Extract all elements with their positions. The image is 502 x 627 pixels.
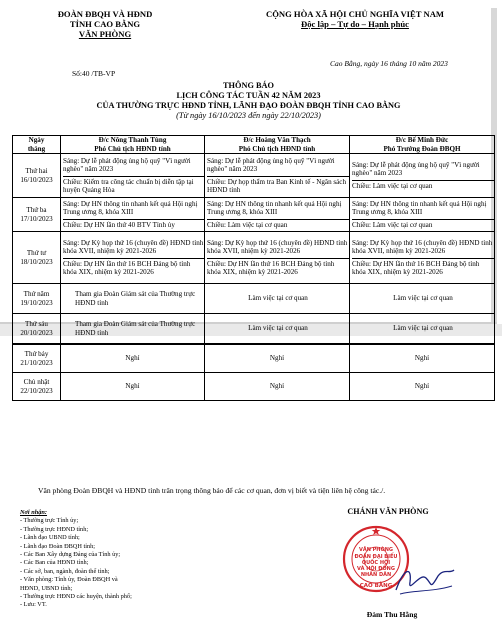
svg-text:VĂN PHÒNG: VĂN PHÒNG	[358, 547, 394, 553]
org-header	[30, 9, 180, 39]
weekend-table	[12, 344, 495, 401]
schedule-cell: Làm việc tại cơ quan	[205, 284, 350, 314]
table-row	[13, 345, 495, 373]
recipient-item: - Các sở, ban, ngành, đoàn thể tỉnh;	[20, 567, 110, 575]
nation-line-1: CỘNG HÒA XÃ HỘI CHỦ NGHĨA VIỆT NAM	[265, 9, 445, 19]
closing-text: Văn phòng Đoàn ĐBQH và HĐND tỉnh trân trọng thông báo để các cơ quan, đơn vị biết và tiện liên hệ công tác./.	[38, 486, 386, 495]
recipient-item: - Văn phòng: Tỉnh ủy, Đoàn ĐBQH và	[20, 576, 118, 584]
svg-text:QUỐC HỘI: QUỐC HỘI	[361, 560, 391, 566]
org-line-2: TỈNH CAO BẰNG	[69, 19, 141, 29]
schedule-cell: Nghỉ	[205, 345, 350, 373]
schedule-cell: Làm việc tại cơ quan	[205, 314, 350, 344]
org-line-1: ĐOÀN ĐBQH VÀ HĐND	[57, 9, 153, 19]
header-person-2: Đ/c Hoàng Văn Thạch Phó Chủ tịch HĐND tỉnh	[205, 136, 350, 154]
title-line-1: THÔNG BÁO	[223, 81, 274, 90]
signer-name: Đàm Thu Hằng	[366, 610, 418, 619]
svg-text:CAO BẰNG: CAO BẰNG	[359, 583, 393, 589]
schedule-cell: Nghỉ	[350, 373, 495, 401]
schedule-cell: Tham gia Đoàn Giám sát của Thường trực HĐND tỉnh	[61, 314, 205, 344]
table-row	[13, 314, 495, 344]
svg-text:VÀ HỘI ĐỒNG: VÀ HỘI ĐỒNG	[357, 566, 395, 572]
schedule-cell: Sáng: Dự lễ phát động ủng hộ quỹ "Vì người nghèo" năm 2023 Chiều: Dự họp thẩm tra Ban Kinh tế - Ngân sách HĐND tỉnh	[205, 154, 350, 198]
day-cell: Chủ nhật 22/10/2023	[13, 373, 61, 401]
day-cell: Thứ ba 17/10/2023	[13, 198, 61, 232]
header-person-3: Đ/c Bế Minh Đức Phó Trưởng Đoàn ĐBQH	[350, 136, 495, 154]
schedule-cell: Sáng: Dự HN thông tin nhanh kết quả Hội nghị Trung ương 8, khóa XIII Chiều: Làm việc tại cơ quan	[205, 198, 350, 232]
header-person-1: Đ/c Nông Thanh Tùng Phó Chủ tịch HĐND tỉnh	[61, 136, 205, 154]
date-place: Cao Bằng, ngày 16 tháng 10 năm 2023	[330, 59, 448, 68]
table-row	[13, 232, 495, 284]
table-row	[13, 154, 495, 198]
schedule-cell: Sáng: Dự HN thông tin nhanh kết quả Hội nghị Trung ương 8, khóa XIII Chiều: Làm việc tại cơ quan	[350, 198, 495, 232]
svg-text:NHÂN DÂN: NHÂN DÂN	[360, 572, 392, 578]
nation-header	[238, 9, 472, 29]
doc-number: Số:40 /TB-VP	[72, 69, 116, 78]
day-cell: Thứ tư 18/10/2023	[13, 232, 61, 284]
table-row	[13, 284, 495, 314]
handwritten-signature	[390, 560, 460, 600]
schedule-cell: Làm việc tại cơ quan	[350, 314, 495, 344]
schedule-cell: Nghỉ	[350, 345, 495, 373]
schedule-cell: Sáng: Dự Kỳ họp thứ 16 (chuyên đề) HĐND tỉnh khóa XVII, nhiệm kỳ 2021-2026 Chiều: Dự HN lần thứ 16 BCH Đảng bộ tỉnh khóa XIX, nhiệm kỳ 2021-2026	[350, 232, 495, 284]
schedule-table	[12, 135, 495, 344]
recipient-item: - Lãnh đạo UBND tỉnh;	[20, 534, 80, 542]
schedule-cell: Sáng: Dự lễ phát động ủng hộ quỹ "Vì người nghèo" năm 2023 Chiều: Kiểm tra công tác chuẩn bị diễn tập tại huyện Quảng Hòa	[61, 154, 205, 198]
recipient-item: - Thường trực HĐND các huyện, thành phố;	[20, 593, 132, 601]
recipient-item: - Thường trực HĐND tỉnh;	[20, 525, 89, 533]
recipient-item: - Lưu: VT.	[20, 601, 47, 609]
title-line-2: LỊCH CÔNG TÁC TUẦN 42 NĂM 2023	[176, 91, 321, 100]
recipients-label: Nơi nhận:	[20, 509, 48, 516]
day-cell: Thứ bảy 21/10/2023	[13, 345, 61, 373]
recipients	[20, 509, 132, 610]
day-cell: Thứ sáu 20/10/2023	[13, 314, 61, 344]
recipient-item: HĐND, UBND tỉnh;	[20, 584, 73, 592]
table-header-row	[13, 136, 495, 154]
header-date: Ngày tháng	[13, 136, 61, 154]
schedule-cell: Sáng: Dự HN thông tin nhanh kết quả Hội nghị Trung ương 8, khóa XIII Chiều: Dự HN lần thứ 40 BTV Tỉnh ủy	[61, 198, 205, 232]
doc-title	[60, 81, 437, 121]
signer-title: CHÁNH VĂN PHÒNG	[347, 507, 429, 516]
day-cell: Thứ hai 16/10/2023	[13, 154, 61, 198]
schedule-cell: Nghỉ	[61, 373, 205, 401]
day-cell: Thứ năm 19/10/2023	[13, 284, 61, 314]
table-row	[13, 198, 495, 232]
schedule-cell: Làm việc tại cơ quan	[350, 284, 495, 314]
schedule-cell: Nghỉ	[61, 345, 205, 373]
title-line-3: CỦA THƯỜNG TRỰC HĐND TỈNH, LÃNH ĐẠO ĐOÀN ĐBQH TỈNH CAO BẰNG	[96, 101, 401, 110]
org-line-3: VĂN PHÒNG	[78, 29, 132, 39]
schedule-cell: Sáng: Dự Kỳ họp thứ 16 (chuyên đề) HĐND tỉnh khóa XVII, nhiệm kỳ 2021-2026 Chiều: Dự HN lần thứ 16 BCH Đảng bộ tỉnh khóa XIX, nhiệm kỳ 2021-2026	[205, 232, 350, 284]
recipient-item: - Các Ban của HĐND tỉnh;	[20, 559, 89, 567]
recipient-item: - Các Ban Xây dựng Đảng của Tỉnh ủy;	[20, 551, 121, 559]
schedule-cell: Sáng: Dự Kỳ họp thứ 16 (chuyên đề) HĐND tỉnh khóa XVII, nhiệm kỳ 2021-2026 Chiều: Dự HN lần thứ 16 BCH Đảng bộ tỉnh khóa XIX, nhiệm kỳ 2021-2026	[61, 232, 205, 284]
schedule-cell: Tham gia Đoàn Giám sát của Thường trực HĐND tỉnh	[61, 284, 205, 314]
svg-text:ĐOÀN ĐẠI BIỂU: ĐOÀN ĐẠI BIỂU	[354, 554, 398, 560]
recipient-item: - Thường trực Tỉnh ủy;	[20, 517, 79, 525]
title-line-4: (Từ ngày 16/10/2023 đến ngày 22/10/2023)	[176, 111, 321, 120]
recipient-item: - Lãnh đạo Đoàn ĐBQH tỉnh;	[20, 542, 96, 550]
schedule-cell: Sáng: Dự lễ phát động ủng hộ quỹ "Vì người nghèo" năm 2023 Chiều: Làm việc tại cơ quan	[350, 154, 495, 198]
schedule-cell: Nghỉ	[205, 373, 350, 401]
nation-line-2: Độc lập – Tự do – Hạnh phúc	[301, 19, 409, 29]
table-row	[13, 373, 495, 401]
